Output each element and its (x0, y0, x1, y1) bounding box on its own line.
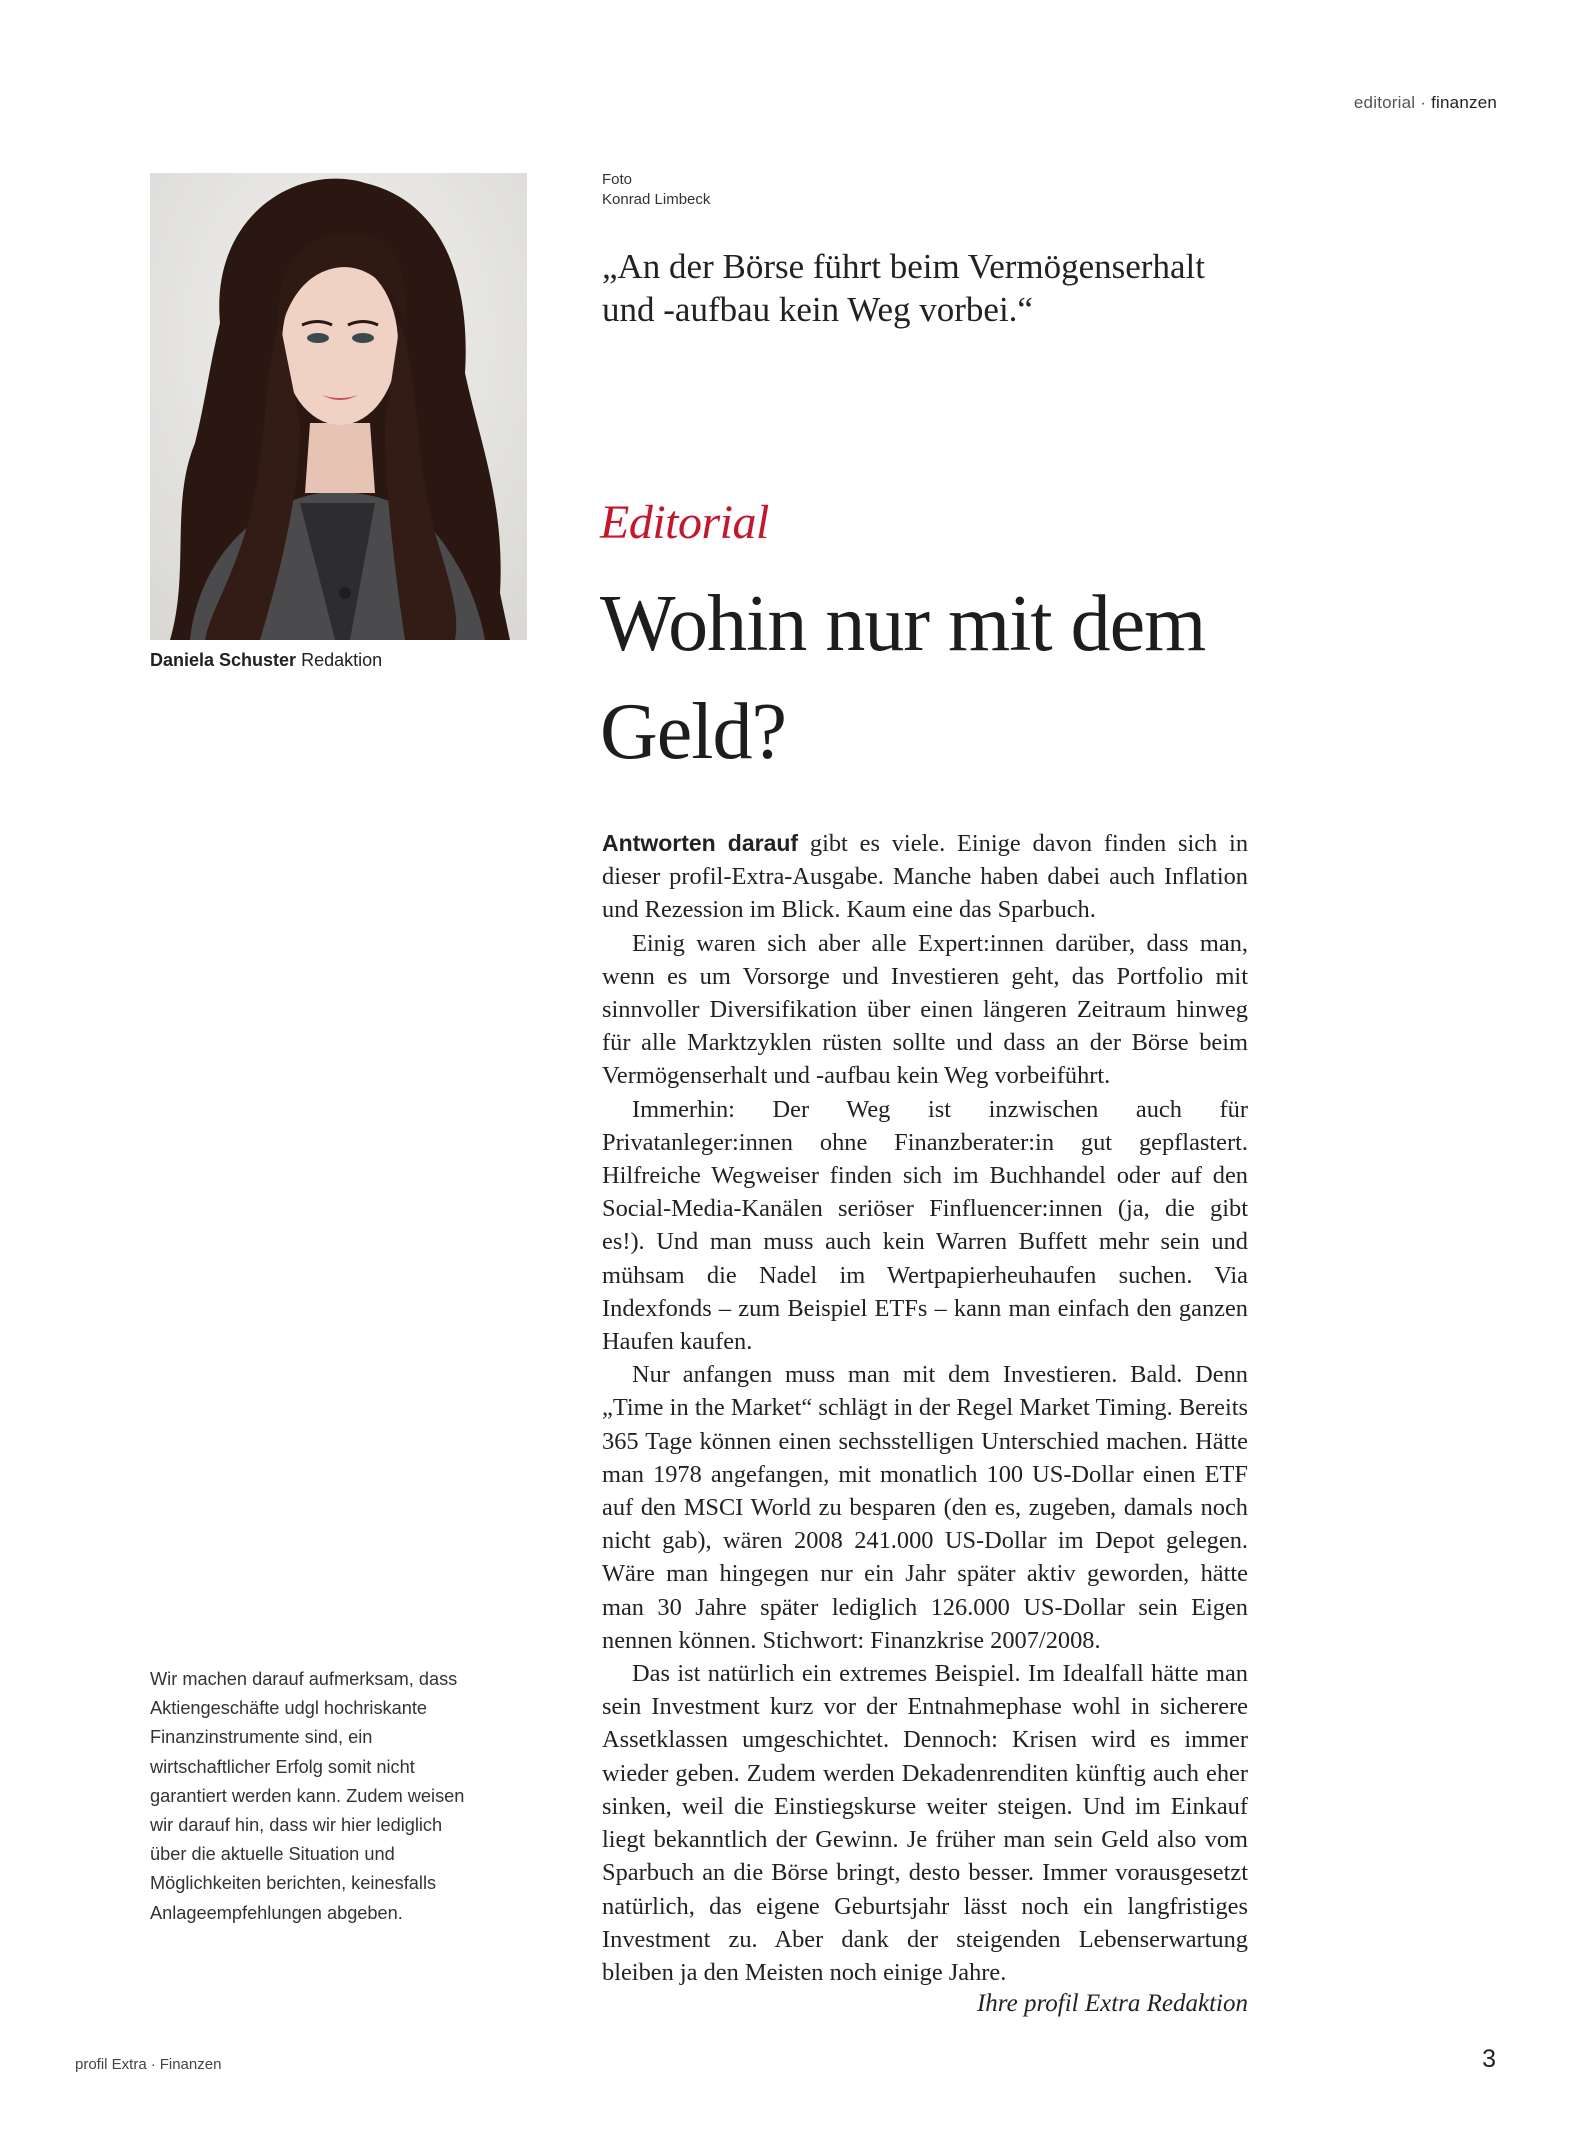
paragraph-4: Nur anfangen muss man mit dem Investieren. Bald. Denn „Time in the Market“ schlägt in der Regel Market Timing. Bereits 365 Tage können einen sechsstelligen Unterschied machen. Hätte man 1978 angefangen, mit monatlich 100 US-Dollar einen ETF auf den MSCI World zu besparen (den es, zugeben, damals noch nicht gab), wären 2008 241.000 US-Dollar im Depot gelegen. Wäre man hingegen nur ein Jahr später aktiv geworden, hätte man 30 Jahre später lediglich 126.000 US-Dollar sein Eigen nennen können. Stichwort: Finanzkrise 2007/2008. (602, 1361, 1248, 1654)
footer-separator: · (150, 2056, 156, 2073)
pull-quote: „An der Börse führt beim Vermögenserhalt und -aufbau kein Weg vorbei.“ (602, 247, 1205, 329)
footer-section: Finanzen (159, 2056, 222, 2073)
paragraph-1 (602, 827, 1248, 927)
running-header (1354, 93, 1497, 113)
photo-credit-label: Foto (602, 171, 633, 188)
signature: Ihre profil Extra Redaktion (976, 1990, 1248, 2017)
photo-credit (602, 170, 710, 210)
page-number: 3 (1482, 2045, 1496, 2073)
paragraph-3: Immerhin: Der Weg ist inzwischen auch für Privatanleger:innen ohne Finanzberater:in gut gepflastert. Hilfreiche Wegweiser finden sich im Buchhandel oder auf den Social-Media-Kanälen seriöser Finfluencer:innen (ja, die gibt es!). Und man muss auch kein Warren Buffett mehr sein und mühsam die Nadel im Wertpapierheuhaufen suchen. Via Indexfonds – zum Beispiel ETFs – kann man einfach den ganzen Haufen kaufen. (602, 1095, 1248, 1356)
lead-in: Antworten darauf (602, 830, 799, 856)
header-separator: · (1420, 93, 1427, 112)
portrait-caption (150, 650, 382, 671)
footer-publication-name: profil Extra (75, 2056, 147, 2073)
portrait-photo-woman-icon (150, 173, 527, 640)
article-headline: Wohin nur mit dem Geld? (600, 580, 1206, 776)
paragraph-2: Einig waren sich aber alle Expert:innen darüber, dass man, wenn es um Vorsorge und Investieren geht, das Portfolio mit sinnvoller Diversifikation über einen längeren Zeitraum hinweg für alle Marktzyklen rüsten sollte und dass an der Börse beim Vermögenserhalt und -aufbau kein Weg vorbeiführt. (602, 929, 1248, 1090)
caption-role: Redaktion (301, 650, 383, 670)
photo-credit-name: Konrad Limbeck (602, 191, 711, 208)
section-kicker: Editorial (600, 496, 769, 549)
paragraph-1-text: gibt es viele. Einige davon finden sich in dieser profil-Extra-Ausgabe. Manche haben dabei auch Inflation und Rezession im Blick. Kaum eine das Sparbuch. (602, 830, 1249, 924)
article-body (602, 827, 1248, 1989)
disclaimer: Wir machen darauf aufmerksam, dass Aktiengeschäfte udgl hochriskante Finanzinstrumente sind, ein wirtschaftlicher Erfolg somit nicht garantiert werden kann. Zudem weisen wir darauf hin, dass wir hier lediglich über die aktuelle Situation und Möglichkeiten berichten, keinesfalls Anlageempfehlungen abgeben. (150, 1669, 465, 1923)
author-portrait (150, 173, 527, 640)
header-category-label: finanzen (1431, 93, 1497, 112)
footer-publication (75, 2056, 221, 2073)
header-section-label: editorial (1353, 93, 1416, 112)
paragraph-5: Das ist natürlich ein extremes Beispiel. Im Idealfall hätte man sein Investment kurz vor der Entnahmephase wohl in sicherere Assetklassen umgeschichtet. Dennoch: Krisen wird es immer wieder geben. Zudem werden Dekadenrenditen künftig auch eher sinken, weil die Einstiegskurse weiter steigen. Und im Einkauf liegt bekanntlich der Gewinn. Je früher man sein Geld also vom Sparbuch an die Börse bringt, desto besser. Immer vorausgesetzt natürlich, das eigene Geburtsjahr lässt noch ein langfristiges Investment zu. Aber dank der steigenden Lebenserwartung bleiben ja den Meisten noch einige Jahre. (602, 1660, 1248, 1986)
caption-name: Daniela Schuster (150, 650, 297, 670)
